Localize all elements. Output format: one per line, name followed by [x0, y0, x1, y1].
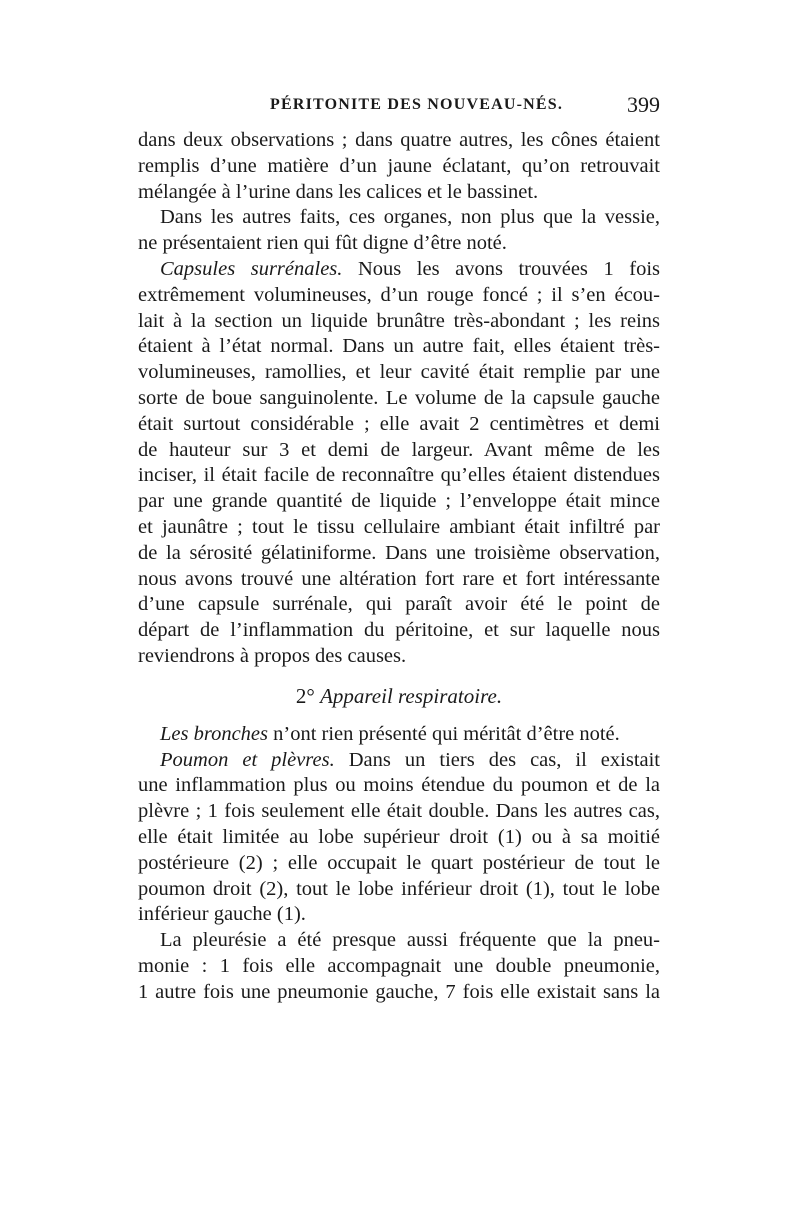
section-heading	[138, 670, 660, 722]
text-line	[138, 257, 660, 283]
text-line: mélangée à l’urine dans les calices et le bassinet.	[138, 180, 539, 203]
text-line: postérieure (2) ; elle occupait le quart postérieur de tout le	[138, 851, 660, 874]
text-line: monie : 1 fois elle accompagnait une double pneumonie,	[138, 954, 660, 977]
text-line: lait à la section un liquide brunâtre très-abondant ; les reins	[138, 309, 660, 332]
text-line: Dans les autres faits, ces organes, non plus que la vessie,	[160, 206, 660, 229]
text-line: de la sérosité gélatiniforme. Dans une troisième observation,	[138, 541, 660, 564]
text-line: reviendrons à propos des causes.	[138, 644, 407, 667]
text-line: ne présentaient rien qui fût digne d’être noté.	[138, 232, 507, 255]
text-line	[138, 722, 660, 748]
text-line: dans deux observations ; dans quatre autres, les cônes étaient	[138, 129, 660, 151]
text-span: Dans un tiers des cas, il existait	[348, 748, 661, 771]
text-line: poumon droit (2), tout le lobe inférieur droit (1), tout le lobe	[138, 877, 660, 900]
text-line	[138, 748, 660, 774]
text-line: inférieur gauche (1).	[138, 903, 306, 926]
text-line: départ de l’inflammation du péritoine, et sur laquelle nous	[138, 619, 660, 642]
text-line: et jaunâtre ; tout le tissu cellulaire ambiant était infiltré par	[138, 515, 660, 538]
running-head: PÉRITONITE DES NOUVEAU-NÉS.	[270, 96, 564, 113]
paragraph-lead-poumon: Poumon et plèvres.	[160, 748, 335, 771]
text-line: une inflammation plus ou moins étendue du poumon et de la	[138, 774, 660, 797]
paragraph-lead-capsules: Capsules surrénales.	[160, 257, 343, 280]
text-line: La pleurésie a été presque aussi fréquente que la pneu-	[160, 929, 660, 952]
text-line: d’une capsule surrénale, qui paraît avoir été le point de	[138, 593, 660, 616]
text-line: remplis d’une matière d’un jaune éclatant, qu’on retrouvait	[138, 154, 660, 177]
text-span: Nous les avons trouvées 1 fois	[357, 257, 660, 280]
text-line: étaient à l’état normal. Dans un autre fait, elles étaient très-	[138, 335, 660, 358]
text-line: volumineuses, ramollies, et leur cavité était remplie par une	[138, 361, 660, 384]
text-line: sorte de boue sanguinolente. Le volume de la capsule gauche	[138, 386, 660, 409]
body-text	[138, 128, 660, 1006]
text-line: de hauteur sur 3 et demi de largeur. Avant même de les	[138, 438, 660, 461]
text-span: n’ont rien présenté qui méritât d’être noté.	[273, 722, 620, 745]
page-number: 399	[627, 92, 660, 117]
section-number: 2°	[295, 683, 315, 708]
page-header	[138, 92, 660, 122]
text-line: extrêmement volumineuses, d’un rouge foncé ; il s’en écou-	[138, 283, 660, 306]
text-line: elle était limitée au lobe supérieur droit (1) ou à sa moitié	[138, 825, 660, 848]
text-line: inciser, il était facile de reconnaître qu’elles étaient distendues	[138, 464, 660, 487]
text-line: 1 autre fois une pneumonie gauche, 7 fois elle existait sans la	[138, 980, 660, 1003]
paragraph-lead-bronches: Les bronches	[160, 722, 268, 745]
text-line: nous avons trouvé une altération fort rare et fort intéressante	[138, 567, 660, 590]
text-line: plèvre ; 1 fois seulement elle était double. Dans les autres cas,	[138, 800, 660, 823]
text-line: par une grande quantité de liquide ; l’enveloppe était mince	[138, 490, 660, 513]
text-line: était surtout considérable ; elle avait 2 centimètres et demi	[138, 412, 660, 435]
section-title: Appareil respiratoire.	[320, 683, 503, 708]
